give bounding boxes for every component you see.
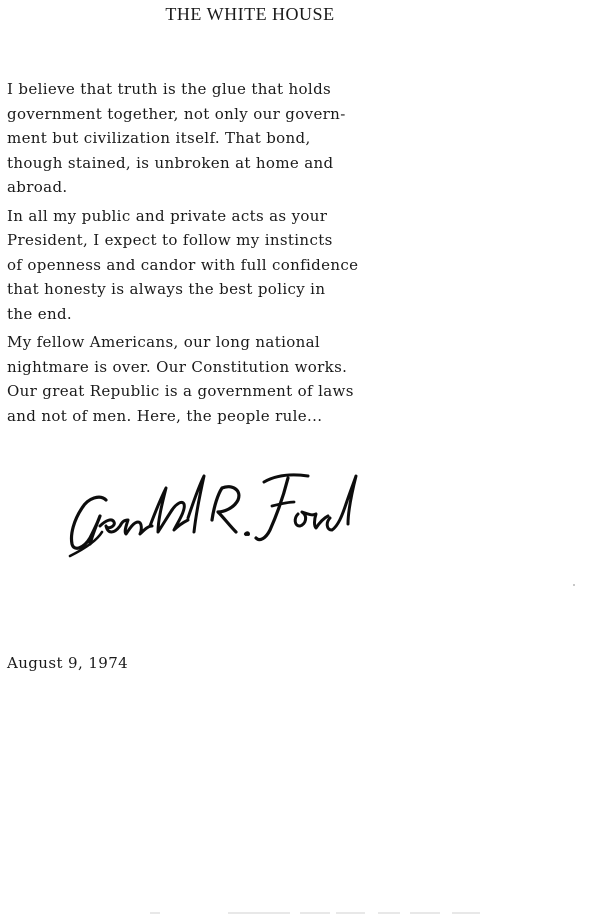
- text-line: My fellow Americans, our long national: [7, 333, 321, 351]
- text-line: nightmare is over. Our Constitution works.: [7, 357, 348, 376]
- letterhead-title: THE WHITE HOUSE: [165, 4, 335, 24]
- text-line: In all my public and private acts as your: [7, 206, 328, 225]
- text-line: though stained, is unbroken at home and: [7, 153, 334, 172]
- letter-body: [7, 77, 467, 432]
- text-line: the end.: [7, 304, 73, 323]
- text-line: of openness and candor with full confidence: [7, 255, 359, 274]
- paragraph-1: [7, 77, 467, 200]
- text-line: that honesty is always the best policy in: [7, 280, 326, 298]
- text-line: abroad.: [7, 178, 68, 196]
- paragraph-3: [7, 330, 467, 428]
- text-line: President, I expect to follow my instincts: [7, 231, 333, 249]
- text-line: ment but civilization itself. That bond,: [7, 129, 311, 147]
- signature-strokes: [70, 475, 356, 556]
- scan-speck: [573, 584, 575, 586]
- text-line: I believe that truth is the glue that holds: [7, 80, 332, 98]
- scan-edge-marks: [0, 905, 600, 921]
- paragraph-2: [7, 204, 467, 327]
- text-line: and not of men. Here, the people rule...: [7, 406, 323, 425]
- handwritten-signature: [62, 460, 362, 570]
- text-line: Our great Republic is a government of laws: [7, 382, 354, 400]
- text-line: government together, not only our govern-: [7, 104, 346, 123]
- letter-date: August 9, 1974: [7, 654, 129, 672]
